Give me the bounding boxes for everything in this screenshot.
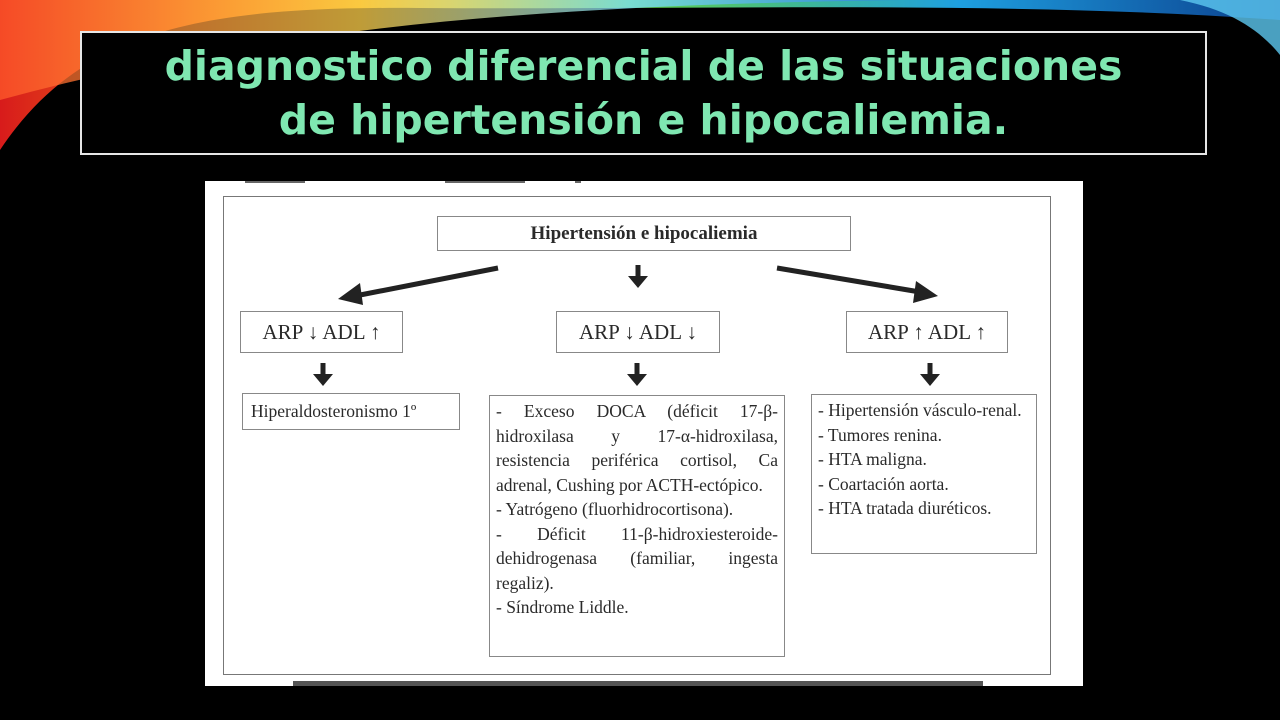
diagnosis-item: Hiperaldosteronismo 1º bbox=[251, 401, 417, 421]
branch-middle-condition: ARP ↓ ADL ↓ bbox=[556, 311, 720, 353]
slide-title-line-2: de hipertensión e hipocaliemia. bbox=[278, 96, 1009, 144]
diagnosis-item: - Hipertensión vásculo-renal. bbox=[818, 400, 1022, 420]
flow-arrows bbox=[205, 181, 1083, 686]
arrow-root-to-right bbox=[777, 268, 938, 303]
diagnosis-item: - HTA maligna. bbox=[818, 449, 927, 469]
slide-title-box bbox=[80, 31, 1207, 155]
arrow-middle-to-box bbox=[627, 363, 647, 386]
diagnosis-item: - Síndrome Liddle. bbox=[496, 597, 629, 617]
arrow-root-to-middle bbox=[628, 265, 648, 288]
slide-title-line-1: diagnostico diferencial de las situaciones bbox=[164, 42, 1123, 90]
diagnosis-item: - Exceso DOCA (déficit 17-β-hidroxilasa y 17-α-hidroxilasa, resistencia periférica cortisol, Ca adrenal, Cushing por ACTH-ectópico. bbox=[496, 401, 778, 495]
diagnosis-item: - Coartación aorta. bbox=[818, 473, 949, 494]
arrow-root-to-left bbox=[338, 268, 498, 305]
arrow-left-to-box bbox=[313, 363, 333, 386]
cropped-caption-bottom bbox=[205, 672, 1083, 686]
diagnosis-item: - Déficit 11-β-hidroxiesteroide-dehidrogenasa (familiar, ingesta regaliz). bbox=[496, 523, 778, 593]
diagnosis-item: - Yatrógeno (fluorhidrocortisona). bbox=[496, 499, 734, 519]
branch-left-condition: ARP ↓ ADL ↑ bbox=[240, 311, 403, 353]
diagnosis-item: - Tumores renina. bbox=[818, 424, 942, 445]
root-node: Hipertensión e hipocaliemia bbox=[437, 216, 851, 251]
branch-right-condition: ARP ↑ ADL ↑ bbox=[846, 311, 1008, 353]
diagnosis-item: - HTA tratada diuréticos. bbox=[818, 498, 992, 518]
arrow-right-to-box bbox=[920, 363, 940, 386]
flowchart-image bbox=[205, 181, 1083, 686]
